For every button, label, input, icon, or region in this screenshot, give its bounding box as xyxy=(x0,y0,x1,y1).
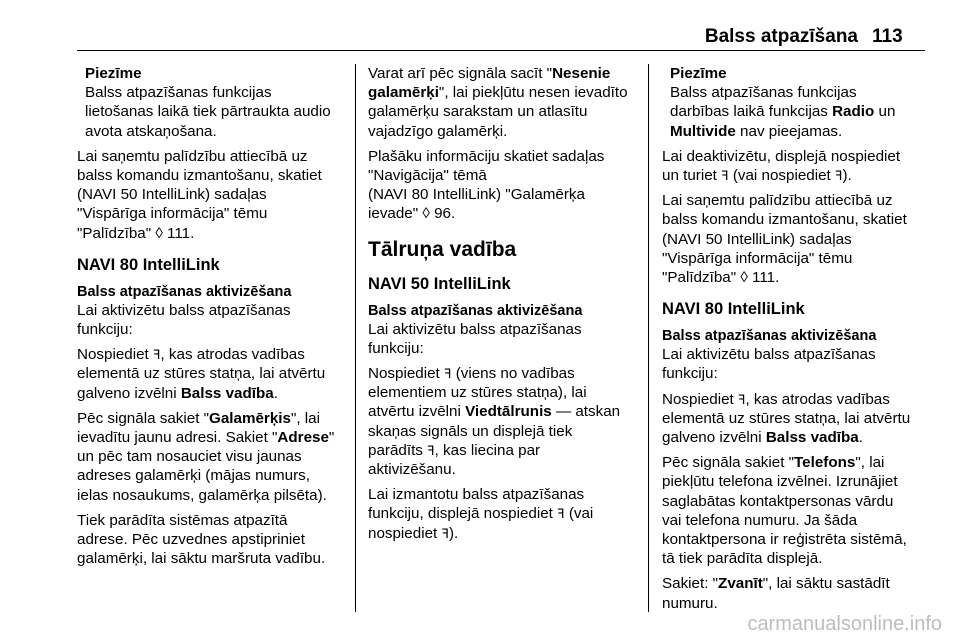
voice-control-icon: ꟻ xyxy=(441,525,449,541)
voice-control-icon: ꟻ xyxy=(721,168,729,184)
paragraph: Lai aktivizētu balss atpazīšanas funkciju: xyxy=(77,301,291,339)
note-title: Piezīme xyxy=(85,65,142,82)
note-line: Balss atpazīšanas funkcijas xyxy=(670,84,857,102)
paragraph: Lai deaktivizētu, displejā nospiediet un turiet ꟻ (vai nospiediet ꟻ). xyxy=(662,147,901,185)
paragraph: Nospiediet ꟻ, kas atrodas vadības elementā uz stūres statņa, lai atvērtu galveno izvēlni Balss vadība. xyxy=(77,346,326,402)
note-line: Balss atpazīšanas funkcijas xyxy=(85,84,272,102)
section-heading: NAVI 80 IntelliLink xyxy=(77,255,220,274)
page-header-title: Balss atpazīšana xyxy=(704,26,858,47)
paragraph: Lai aktivizētu balss atpazīšanas funkciju: xyxy=(662,346,876,383)
voice-control-icon: ꟻ xyxy=(427,442,435,458)
watermark: carmanualsonline.info xyxy=(747,613,942,635)
header-rule xyxy=(77,50,925,51)
note-line: avota atskaņošana. xyxy=(85,122,217,140)
page-number: 113 xyxy=(872,26,903,47)
note-title: Piezīme xyxy=(670,65,727,82)
voice-control-icon: ꟻ xyxy=(152,347,161,363)
note-box xyxy=(77,64,349,141)
paragraph: Plašāku informāciju skatiet sadaļas "Navigācija" tēmā (NAVI 80 IntelliLink) "Galamērķa ievade" ◊ 96. xyxy=(368,147,605,223)
section-heading: NAVI 80 IntelliLink xyxy=(662,300,805,319)
paragraph: Lai saņemtu palīdzību attiecībā uz balss komandu izmantošanu, skatiet (NAVI 50 IntelliLink) sadaļas "Vispārīga informācija" tēmu "Palīdzība" ◊ 111. xyxy=(662,192,907,287)
section-heading: NAVI 50 IntelliLink xyxy=(368,274,511,293)
paragraph: Lai izmantotu balss atpazīšanas funkciju, displejā nospiediet ꟻ (vai nospiediet ꟻ). xyxy=(368,486,594,542)
subsection-heading: Balss atpazīšanas aktivizēšana xyxy=(368,302,583,319)
paragraph: Lai aktivizētu balss atpazīšanas funkciju: xyxy=(368,320,582,357)
paragraph: Lai saņemtu palīdzību attiecībā uz balss komandu izmantošanu, skatiet (NAVI 50 IntelliLink) sadaļas "Vispārīga informācija" tēmu "Palīdzība" ◊ 111. xyxy=(77,147,322,242)
column-divider xyxy=(648,64,649,612)
paragraph: Pēc signāla sakiet "Telefons", lai piekļūtu telefona izvēlnei. Izrunājiet saglabātas kontaktpersonas vārdu vai telefona numuru. Ja šāda kontaktpersona ir reģistrēta sistēmā, tā tiek parādīta displejā. xyxy=(662,454,907,568)
paragraph: Nospiediet ꟻ, kas atrodas vadības elementā uz stūres statņa, lai atvērtu galveno izvēlni Balss vadība. xyxy=(662,390,911,447)
paragraph: Tiek parādīta sistēmas atpazītā adrese. Pēc uzvednes apstipriniet galamērķi, lai sāktu maršruta vadību. xyxy=(77,511,326,568)
paragraph: Varat arī pēc signāla sacīt "Nesenie galamērķi", lai piekļūtu nesen ievadīto galamērķu sarakstam un atlasītu vajadzīgo galamērķi. xyxy=(368,65,628,140)
subsection-heading: Balss atpazīšanas aktivizēšana xyxy=(77,283,292,300)
paragraph: Pēc signāla sakiet "Galamērķis", lai ievadītu jaunu adresi. Sakiet "Adrese" un pēc tam nosauciet visu jaunas adreses galamērķi (mājas numurs, ielas nosaukums, galamērķa pilsēta). xyxy=(77,409,335,504)
subsection-heading: Balss atpazīšanas aktivizēšana xyxy=(662,328,877,345)
column-2 xyxy=(368,64,638,549)
column-divider xyxy=(355,64,356,612)
voice-control-icon: ꟻ xyxy=(557,506,565,522)
paragraph: Sakiet: "Zvanīt", lai sāktu sastādīt numuru. xyxy=(662,575,890,612)
voice-control-icon: ꟻ xyxy=(443,366,452,382)
paragraph: Nospiediet ꟻ (viens no vadības elementiem uz stūres statņa), lai atvērtu izvēlni Viedtālrunis — atskan skaņas signāls un displejā tiek parādīts ꟻ, kas liecina par aktivizēšanu. xyxy=(368,365,621,479)
voice-control-icon: ꟻ xyxy=(834,168,843,184)
column-3 xyxy=(662,64,932,619)
column-1 xyxy=(77,64,349,574)
note-line: Multivide nav pieejamas. xyxy=(670,122,843,140)
note-line: darbības laikā funkcijas Radio un xyxy=(670,103,896,121)
chapter-heading: Tālruņa vadība xyxy=(368,237,517,261)
note-box xyxy=(662,64,932,141)
voice-control-icon: ꟻ xyxy=(737,391,746,407)
note-line: lietošanas laikā tiek pārtraukta audio xyxy=(85,103,331,121)
